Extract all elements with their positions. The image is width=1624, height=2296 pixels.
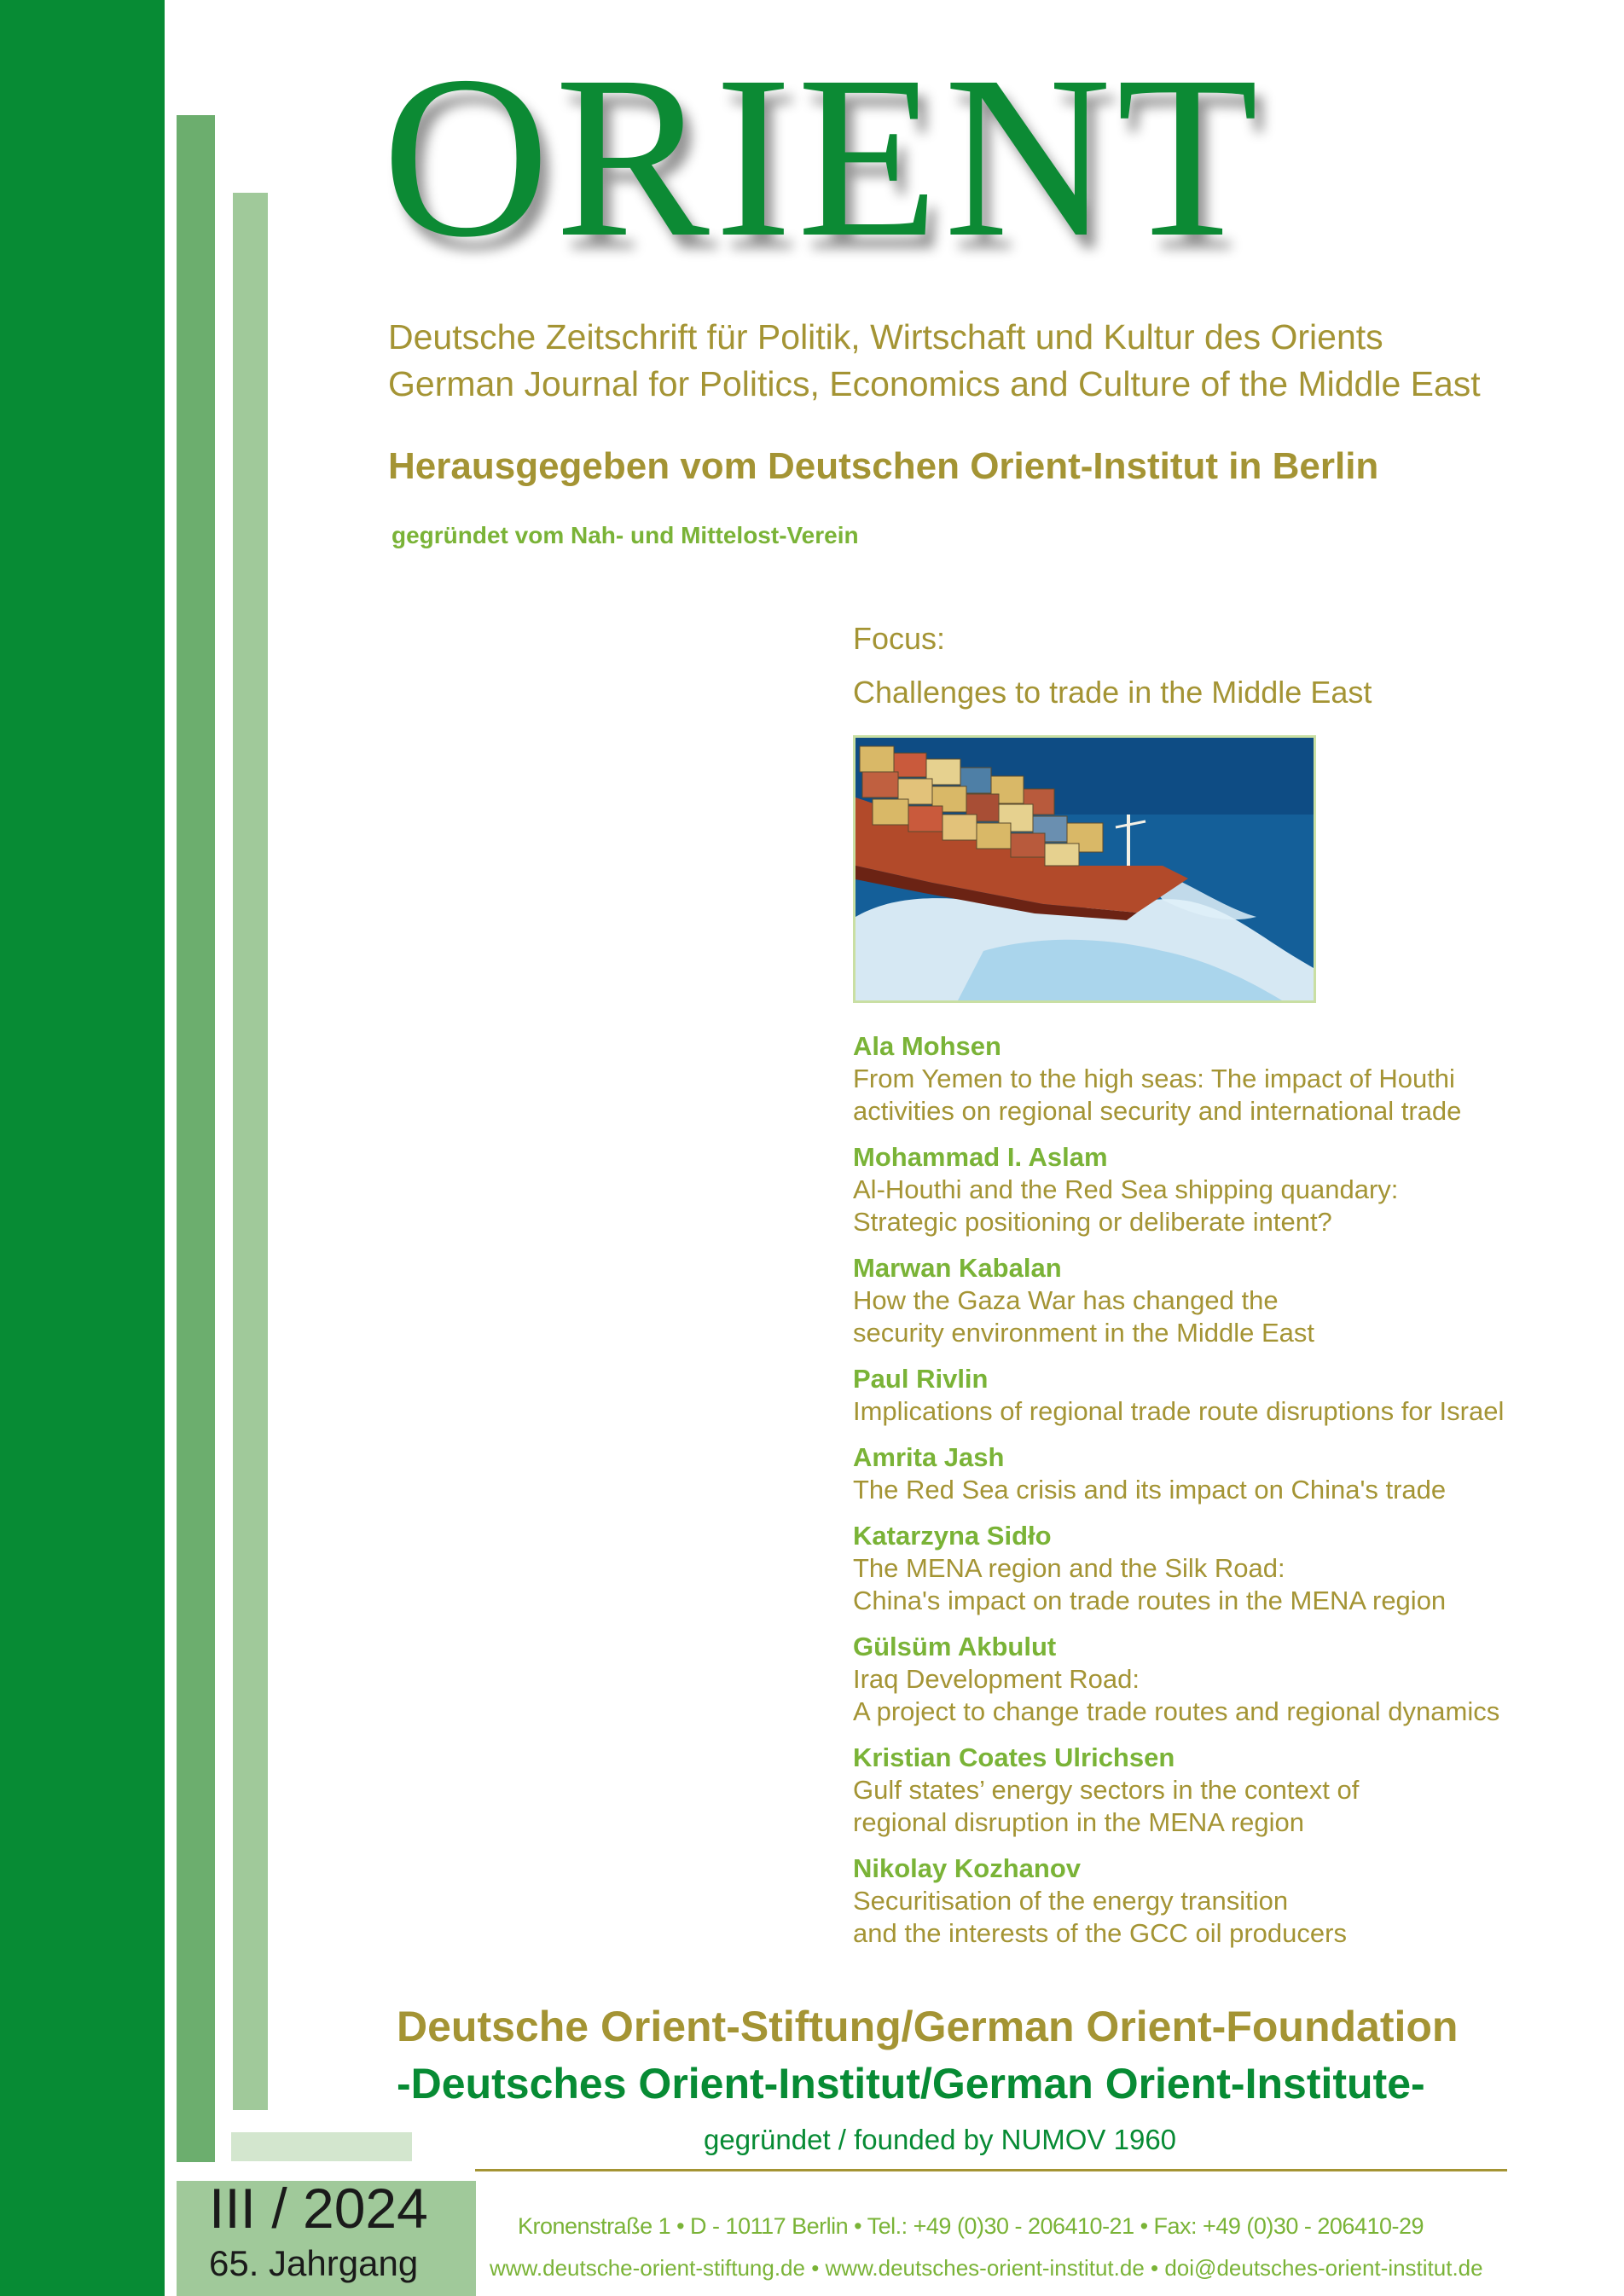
article-title-line: regional disruption in the MENA region <box>853 1807 1305 1837</box>
container-ship-illustration <box>856 738 1314 1000</box>
article-author: Gülsüm Akbulut <box>853 1632 1057 1661</box>
mid-green-stripe <box>177 115 215 2162</box>
article-author: Ala Mohsen <box>853 1031 1001 1061</box>
article-title-line: Al-Houthi and the Red Sea shipping quandary: <box>853 1174 1399 1204</box>
issue-number: III / 2024 <box>209 2177 428 2240</box>
container-ship-photo <box>853 735 1316 1003</box>
article-title-line: A project to change trade routes and regional dynamics <box>853 1696 1500 1726</box>
article-entry <box>853 1631 1586 1728</box>
article-title-line: China's impact on trade routes in the MENA region <box>853 1586 1447 1615</box>
journal-title: ORIENT <box>382 28 1264 285</box>
footer-divider <box>475 2169 1507 2171</box>
article-title-line: Securitisation of the energy transition <box>853 1886 1289 1916</box>
focus-label: Focus: <box>853 621 946 656</box>
article-title-line: The MENA region and the Silk Road: <box>853 1553 1285 1583</box>
article-title-line: activities on regional security and international trade <box>853 1096 1462 1126</box>
institute-name: -Deutsches Orient-Institut/German Orient-Institute- <box>397 2060 1425 2108</box>
left-green-band <box>0 0 165 2296</box>
article-entry <box>853 1441 1586 1506</box>
foundation-name: Deutsche Orient-Stiftung/German Orient-Foundation <box>397 2003 1459 2050</box>
subtitle-english: German Journal for Politics, Economics and Culture of the Middle East <box>388 364 1481 403</box>
founded-by-line: gegründet / founded by NUMOV 1960 <box>704 2124 1177 2155</box>
focus-title: Challenges to trade in the Middle East <box>853 675 1372 710</box>
article-entry <box>853 1363 1586 1428</box>
article-title-line: From Yemen to the high seas: The impact of Houthi <box>853 1064 1455 1093</box>
founded-note: gegründet vom Nah- und Mittelost-Verein <box>392 522 859 548</box>
contact-address: Kronenstraße 1 • D - 10117 Berlin • Tel.: +49 (0)30 - 206410-21 • Fax: +49 (0)30 - 206410-29 <box>518 2213 1424 2239</box>
article-author: Katarzyna Sidło <box>853 1521 1052 1551</box>
article-title-line: security environment in the Middle East <box>853 1318 1315 1348</box>
article-title-line: Iraq Development Road: <box>853 1664 1140 1694</box>
article-title-line: How the Gaza War has changed the <box>853 1285 1279 1315</box>
article-entry <box>853 1742 1586 1839</box>
article-author: Paul Rivlin <box>853 1364 989 1394</box>
article-title-line: The Red Sea crisis and its impact on China's trade <box>853 1475 1447 1505</box>
footer-accent-bar <box>231 2132 412 2161</box>
article-author: Nikolay Kozhanov <box>853 1853 1081 1883</box>
publisher-line: Herausgegeben vom Deutschen Orient-Institut in Berlin <box>388 445 1379 487</box>
article-entry <box>853 1252 1586 1349</box>
article-entry <box>853 1030 1586 1128</box>
article-title-line: Strategic positioning or deliberate intent? <box>853 1207 1332 1237</box>
article-entry <box>853 1852 1586 1950</box>
article-author: Amrita Jash <box>853 1442 1005 1472</box>
article-author: Marwan Kabalan <box>853 1253 1062 1283</box>
subtitle-german: Deutsche Zeitschrift für Politik, Wirtschaft und Kultur des Orients <box>388 317 1383 357</box>
article-entry <box>853 1520 1586 1617</box>
article-author: Kristian Coates Ulrichsen <box>853 1742 1175 1772</box>
light-green-stripe <box>233 193 268 2110</box>
article-title-line: and the interests of the GCC oil producers <box>853 1918 1347 1948</box>
article-title-line: Gulf states’ energy sectors in the context of <box>853 1775 1360 1805</box>
contact-websites: www.deutsche-orient-stiftung.de • www.deutsches-orient-institut.de • doi@deutsches-orient-institut.de <box>490 2255 1483 2281</box>
article-author: Mohammad I. Aslam <box>853 1142 1108 1172</box>
article-entry <box>853 1141 1586 1238</box>
article-title-line: Implications of regional trade route disruptions for Israel <box>853 1396 1505 1426</box>
volume-label: 65. Jahrgang <box>209 2243 419 2283</box>
table-of-contents <box>853 1030 1586 1963</box>
